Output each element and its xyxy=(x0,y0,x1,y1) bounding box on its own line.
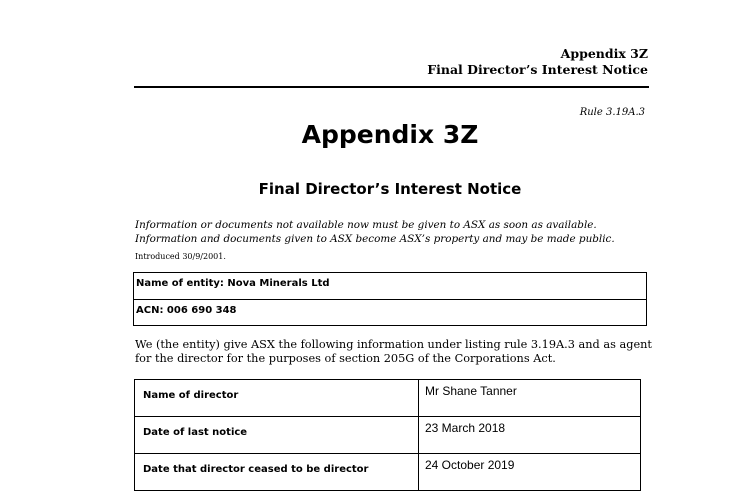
table-cell-value: Mr Shane Tanner xyxy=(419,380,641,417)
introduced-date: Introduced 30/9/2001. xyxy=(135,252,226,261)
running-header-line2: Final Director’s Interest Notice xyxy=(427,62,648,77)
table-cell-value: 23 March 2018 xyxy=(419,417,641,454)
running-header-line1: Appendix 3Z xyxy=(560,46,648,61)
running-header xyxy=(427,46,648,78)
page-subtitle: Final Director’s Interest Notice xyxy=(258,180,522,198)
table-cell-label: Date of last notice xyxy=(135,417,419,454)
table-cell-value: 24 October 2019 xyxy=(419,454,641,491)
entity-acn: ACN: 006 690 348 xyxy=(134,299,646,325)
table-row xyxy=(135,417,641,454)
page-title: Appendix 3Z xyxy=(301,120,479,149)
statement-paragraph: We (the entity) give ASX the following information under listing rule 3.19A.3 and as agent for the director for the purposes of section 205G of the Corporations Act. xyxy=(135,338,652,365)
info-paragraph: Information or documents not available now must be given to ASX as soon as available. Information and documents given to ASX become ASX’s property and may be made public. xyxy=(135,219,615,245)
table-cell-label: Name of director xyxy=(135,380,419,417)
table-cell-label: Date that director ceased to be director xyxy=(135,454,419,491)
entity-box xyxy=(133,272,647,326)
entity-name: Name of entity: Nova Minerals Ltd xyxy=(136,278,330,289)
table-row xyxy=(135,454,641,491)
table-row xyxy=(135,380,641,417)
rule-reference: Rule 3.19A.3 xyxy=(579,107,645,118)
director-table xyxy=(134,379,641,491)
header-divider xyxy=(134,86,649,88)
